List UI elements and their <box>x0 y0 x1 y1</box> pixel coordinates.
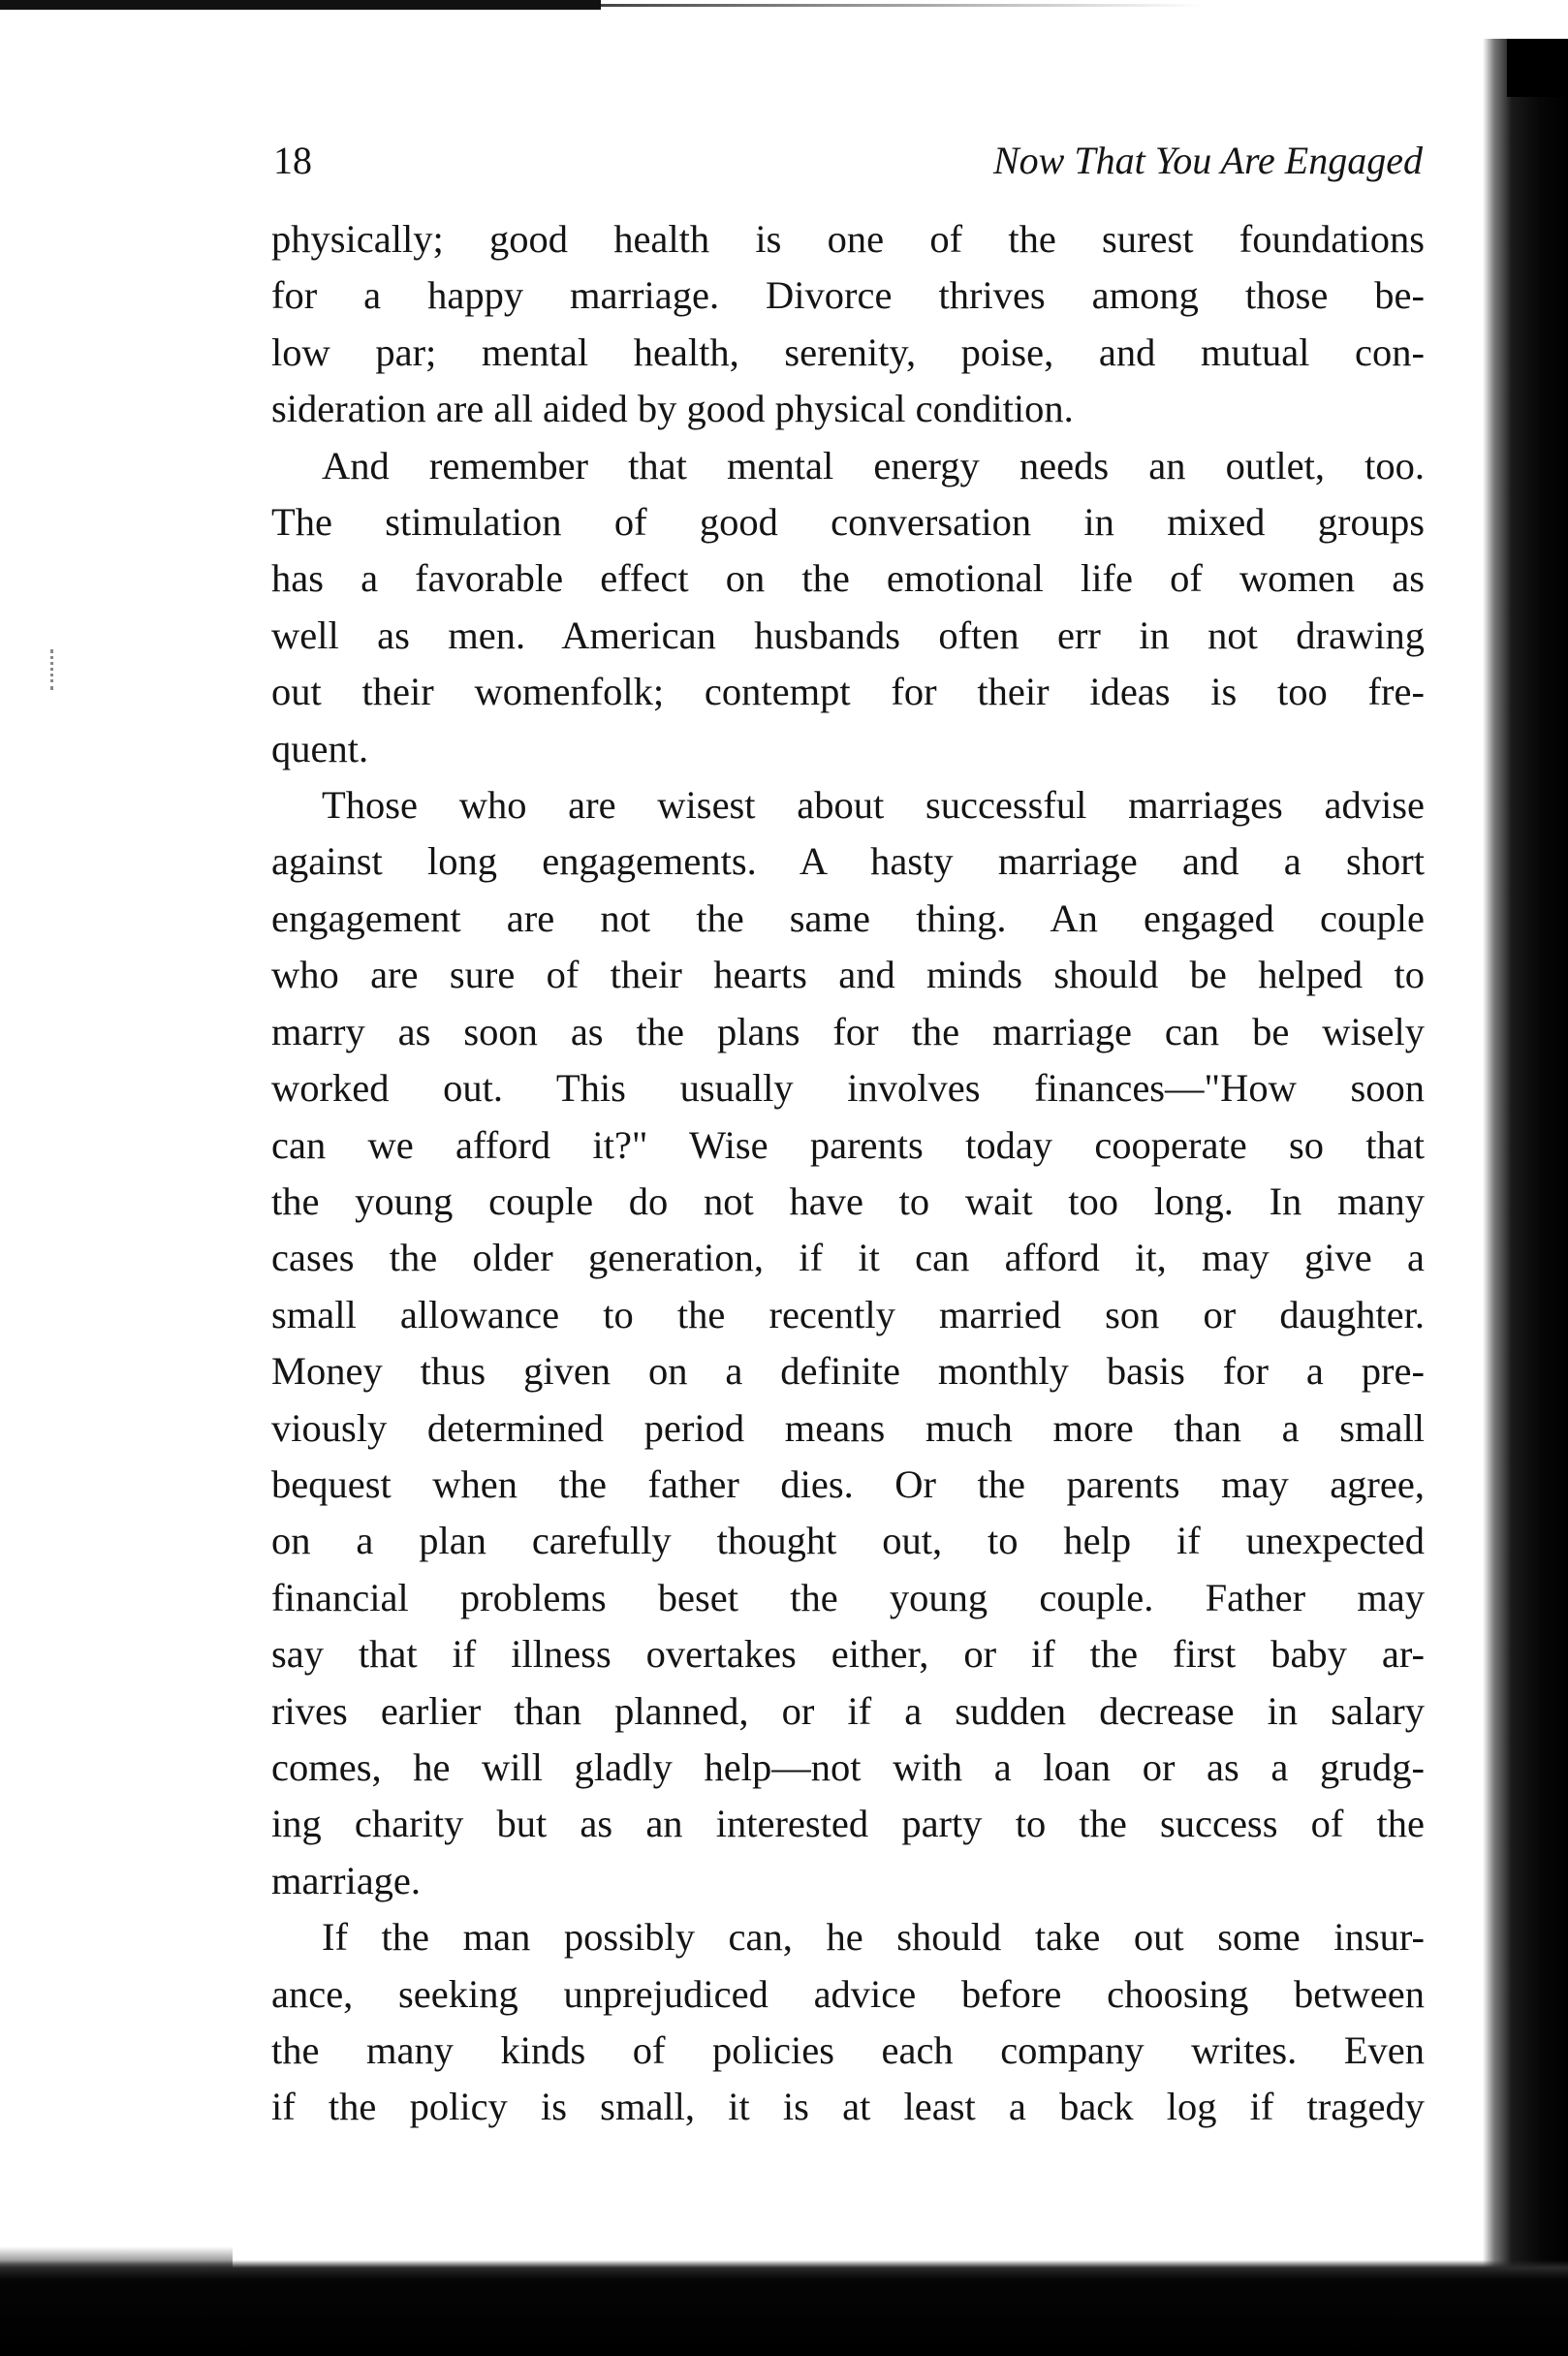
text-line: say that if illness overtakes either, or if the first baby ar- <box>271 1632 1425 1677</box>
text-line: quent. <box>271 726 369 770</box>
text-line: If the man possibly can, he should take out some insur- <box>322 1915 1425 1960</box>
text-line: comes, he will gladly help—not with a loan or as a grudg- <box>271 1744 1425 1789</box>
text-line: sideration are all aided by good physical condition. <box>271 387 1074 431</box>
scan-right-shadow-top <box>1507 39 1568 97</box>
text-line: bequest when the father dies. Or the parents may agree, <box>271 1461 1425 1506</box>
paragraph <box>271 777 1425 1909</box>
text-line: the many kinds of policies each company writes. Even <box>271 2028 1425 2072</box>
text-line: financial problems beset the young couple. Father may <box>271 1575 1425 1619</box>
text-line: can we afford it?" Wise parents today cooperate so that <box>271 1122 1425 1167</box>
scan-top-border-fade <box>601 4 1202 7</box>
text-line: ance, seeking unprejudiced advice before choosing between <box>271 1971 1425 2016</box>
text-line: Those who are wisest about successful marriages advise <box>322 783 1425 828</box>
margin-speckle <box>50 649 56 690</box>
scan-right-shadow <box>1483 39 1568 2268</box>
paragraph <box>271 1909 1425 2136</box>
body-text <box>271 211 1425 2136</box>
text-line: well as men. American husbands often err in not drawing <box>271 613 1425 657</box>
text-line: for a happy marriage. Divorce thrives among those be- <box>271 273 1425 318</box>
paragraph <box>271 211 1425 438</box>
text-line: And remember that mental energy needs an outlet, too. <box>322 443 1425 487</box>
page-number: 18 <box>273 139 312 182</box>
text-line: has a favorable effect on the emotional life of women as <box>271 556 1425 601</box>
scan-top-border <box>0 0 601 10</box>
text-line: low par; mental health, serenity, poise, and mutual con- <box>271 330 1425 374</box>
page-header <box>273 132 1423 190</box>
text-line: viously determined period means much more than a small <box>271 1405 1425 1450</box>
text-line: rives earlier than planned, or if a sudden decrease in salary <box>271 1688 1425 1733</box>
text-line: worked out. This usually involves finances—"How soon <box>271 1066 1425 1111</box>
text-line: marriage. <box>271 1858 422 1902</box>
text-line: small allowance to the recently married son or daughter. <box>271 1292 1425 1336</box>
text-line: The stimulation of good conversation in mixed groups <box>271 500 1425 545</box>
running-head: Now That You Are Engaged <box>992 139 1423 182</box>
text-line: marry as soon as the plans for the marriage can be wisely <box>271 1009 1425 1053</box>
text-line: physically; good health is one of the surest foundations <box>271 217 1425 261</box>
text-line: who are sure of their hearts and minds should be helped to <box>271 953 1425 997</box>
text-line: engagement are not the same thing. An engaged couple <box>271 895 1425 940</box>
text-line: the young couple do not have to wait too long. In many <box>271 1178 1425 1223</box>
text-line: if the policy is small, it is at least a back log if tragedy <box>271 2085 1425 2129</box>
text-line: out their womenfolk; contempt for their ideas is too fre- <box>271 670 1425 714</box>
text-line: ing charity but as an interested party to the success of the <box>271 1802 1425 1846</box>
text-line: against long engagements. A hasty marriage and a short <box>271 839 1425 884</box>
paragraph <box>271 438 1425 777</box>
text-line: on a plan carefully thought out, to help if unexpected <box>271 1519 1425 1563</box>
text-line: cases the older generation, if it can afford it, may give a <box>271 1236 1425 1280</box>
scan-bottom-shadow <box>0 2260 1568 2356</box>
text-line: Money thus given on a definite monthly basis for a pre- <box>271 1349 1425 1394</box>
